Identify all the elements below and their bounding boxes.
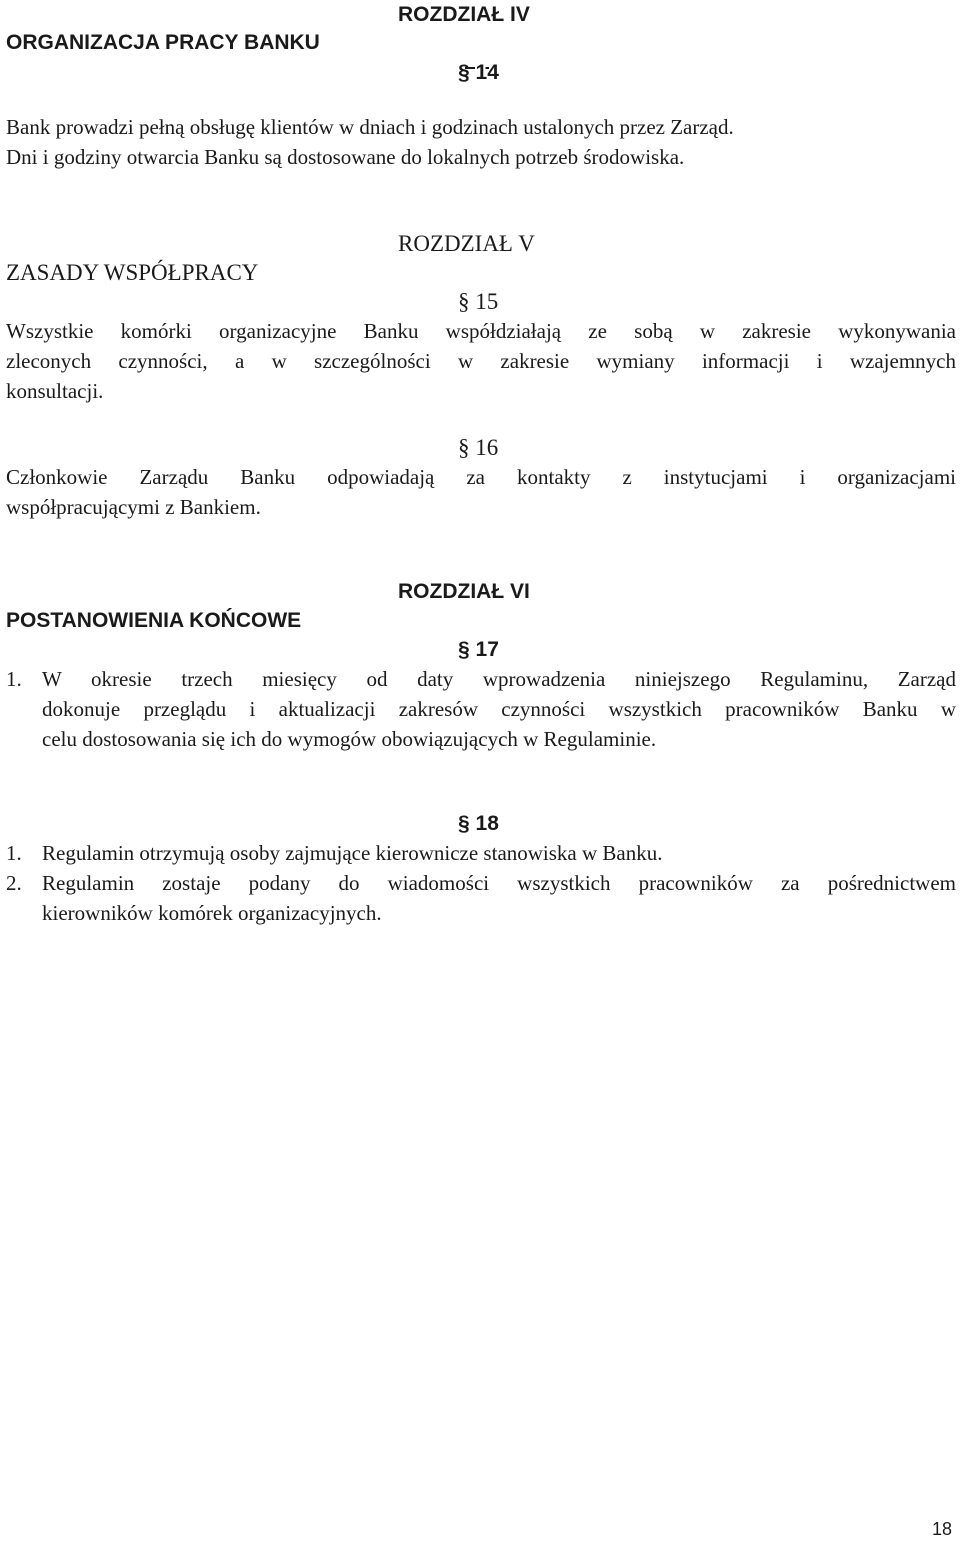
section-18-number: § 18 [458,812,499,835]
section-17-list [6,664,956,754]
section-14-number: § 14 [458,61,499,84]
text-line: Regulamin otrzymują osoby zajmujące kierownicze stanowiska w Banku. [42,841,663,865]
text-line: Członkowie Zarządu Banku odpowiadają za kontakty z instytucjami i organizacjami [6,465,956,489]
section-15-text [6,316,956,406]
text-line: Bank prowadzi pełną obsługę klientów w dniach i godzinach ustalonych przez Zarząd. [6,115,734,139]
text-line: konsultacji. [6,379,104,403]
text-line: dokonuje przeglądu i aktualizacji zakresów czynności wszystkich pracowników Banku w [42,697,956,721]
text-line: celu dostosowania się ich do wymogów obowiązujących w Regulaminie. [42,727,657,751]
list-item [6,664,956,754]
chapter-4-label: ROZDZIAŁ IV [398,3,530,26]
chapter-5-label: ROZDZIAŁ V [398,231,535,256]
chapter-6-label: ROZDZIAŁ VI [398,580,530,603]
section-16-text [6,462,956,522]
section-14-text [6,112,956,172]
chapter-6-title: POSTANOWIENIA KOŃCOWE [6,609,302,632]
list-item-number: 1. [6,667,22,691]
text-line: Dni i godziny otwarcia Banku są dostosowane do lokalnych potrzeb środowiska. [6,145,685,169]
list-item [6,868,956,928]
text-line: W okresie trzech miesięcy od daty wprowadzenia niniejszego Regulaminu, Zarząd [42,667,956,691]
text-line: zleconych czynności, a w szczególności w zakresie wymiany informacji i wzajemnych [6,349,956,373]
page-number: 18 [931,1519,952,1539]
list-item-number: 1. [6,841,22,865]
text-line: kierowników komórek organizacyjnych. [42,901,382,925]
chapter-4-title: ORGANIZACJA PRACY BANKU [6,31,320,54]
list-item-number: 2. [6,871,22,895]
text-line: współpracującymi z Bankiem. [6,495,261,519]
list-item [6,838,956,868]
section-15-number: § 15 [458,289,499,314]
section-16-number: § 16 [458,435,499,460]
text-line: Regulamin zostaje podany do wiadomości wszystkich pracowników za pośrednictwem [42,871,956,895]
section-18-list [6,838,956,928]
text-line: Wszystkie komórki organizacyjne Banku współdziałają ze sobą w zakresie wykonywania [6,319,956,343]
chapter-5-title: ZASADY WSPÓŁPRACY [6,260,259,285]
section-17-number: § 17 [458,638,499,661]
